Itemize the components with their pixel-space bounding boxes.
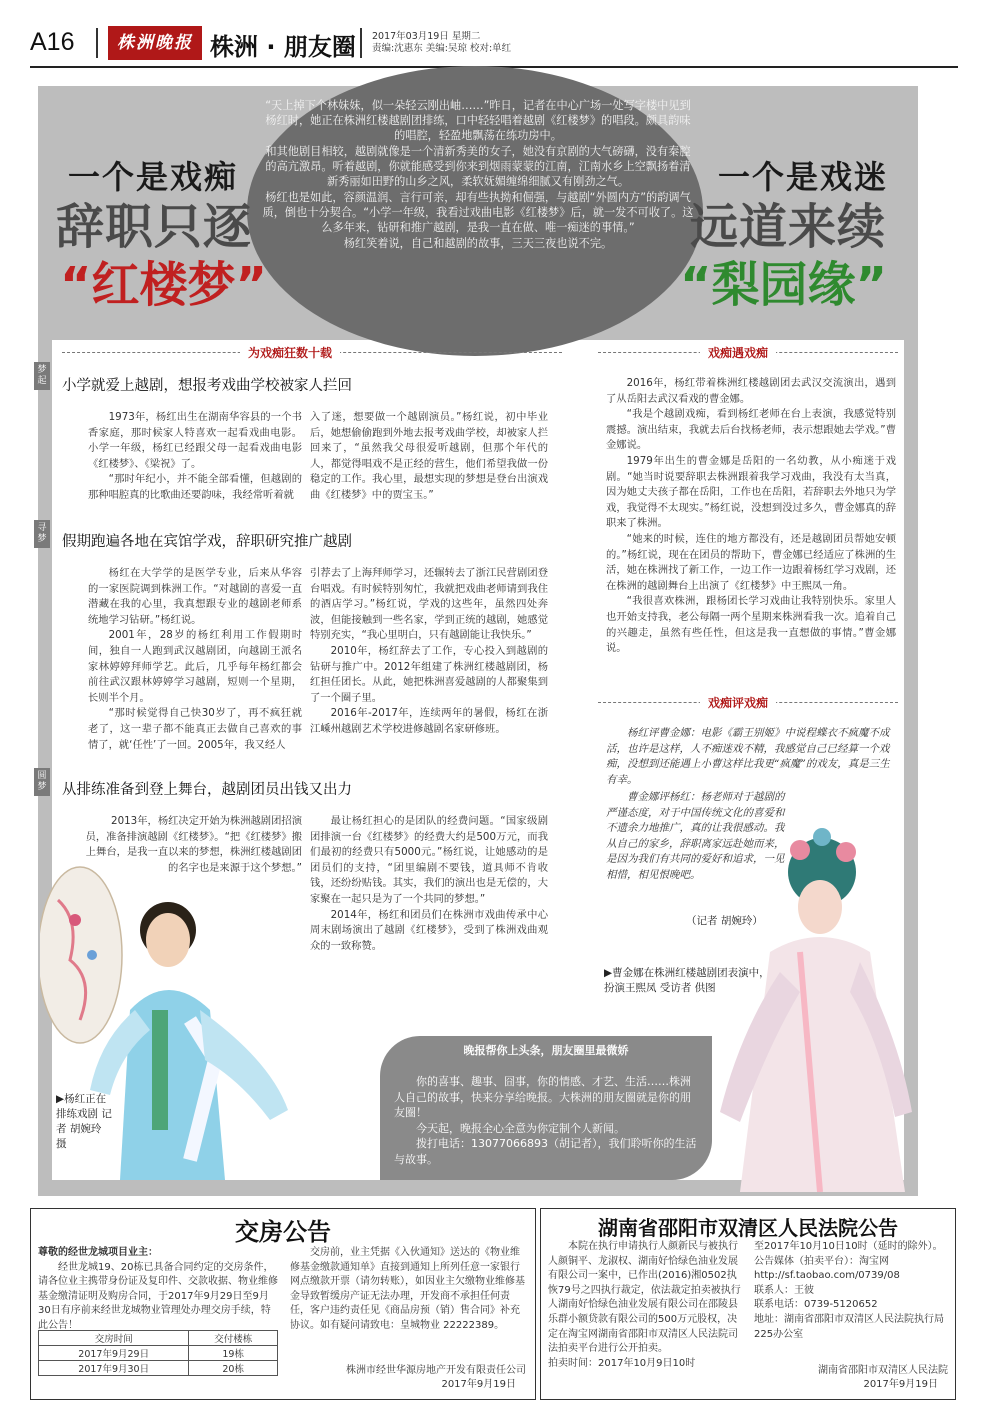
intro-text [262,98,694,252]
para: 曹金娜评杨红：杨老师对于越剧的严谨态度，对于中国传统文化的喜爱和不遗余力地推广，真的让我很感动。我从自己的家乡，辞职离家远赴她而来，是因为我们有共同的爱好和追求，一见相惜，相见恨晚吧。 [606,791,785,881]
notice-handover-col2 [290,1246,526,1334]
sub3-column-2 [310,814,548,954]
para: “她来的时候，连住的地方都没有，还是越剧团员帮她安顿的。”杨红说，现在在团员的帮助下，曹金娜已经适应了株洲的生活，她在株洲找了新工作，一边工作一边跟着杨红学习戏剧，还在株洲的越剧舞台上出演了《红楼梦》中王熙凤一角。 [606,532,896,592]
sub1-column-1 [88,410,302,504]
para: 杨红评曹金娜：电影《霸王别姬》中说程蝶衣不疯魔不成活，也许是这样，人不痴迷戏不精，我感觉自己已经算一个戏痴，没想到还能遇上小曹这样比我更“疯魔”的戏友，真是三生有幸。 [606,727,890,786]
left-photo-caption: ▶杨红正在排练戏剧 记者 胡婉玲 摄 [56,1093,112,1150]
issue-date: 2017年03月19日 星期二 [372,31,481,42]
subheadline-2: 假期跑遍各地在宾馆学戏，辞职研究推广越剧 [62,534,352,550]
editors-line: 责编:沈惠东 美编:吴琼 校对:单红 [372,43,512,54]
headline-left-red: “红楼梦” [60,257,268,313]
table-header: 交房时间 [39,1331,189,1346]
intro-para-4: 杨红笑着说，自己和越剧的故事，三天三夜也说不完。 [343,237,613,250]
para: 你的喜事、趣事、囧事，你的情感、才艺、生活……株洲人自己的故事，快来分享给晚报。大株洲的朋友圈就是你的朋友圈！ [394,1075,691,1119]
address: 地址：湖南省邵阳市双清区人民法院执行局225办公室 [754,1313,944,1340]
para: 引荐去了上海拜师学习，还辗转去了浙江民营剧团登台唱戏。有时候特别匆忙，我就把戏曲老师请到我住的酒店学习。”杨红说，学戏的这些年，虽然四处奔波，但能接触到一些名家，学到正统的越剧，她感觉特别充实，“我心里明白，只有越剧能让我快乐。” [310,567,548,642]
para: “我很喜欢株洲，跟杨团长学习戏曲让我特别快乐。家里人也开始支持我，老公每隔一两个星期来株洲看我一次。追着自己的兴趣走，虽然有些任性，但这是我一直想做的事情。”曹金娜说。 [606,595,896,655]
photo-cao-jinna [700,812,915,1192]
masthead-divider-2 [360,28,362,58]
notice-handover-title: 交房公告 [235,1218,331,1246]
para: 至2017年10月10日10时（延时的除外）。 [754,1241,943,1252]
section-title-left: 为戏痴狂数十载 [240,344,340,361]
intro-para-3: 杨红也是如此，容颜温润、言行可亲，却有些执拗和倔强，与越剧“外圆内方”的韵调气质，倒也十分契合。“小学一年级，我看过戏曲电影《红楼梦》后，就一发不可收了。这么多年来，钻研和推广越剧，是我一直在做、唯一痴迷的事情。” [262,191,694,234]
sub1-column-2 [310,410,548,504]
notice-court-signature: 湖南省邵阳市双清区人民法院 [818,1365,948,1376]
para: 2016年，杨红带着株洲红楼越剧团去武汉交流演出，遇到了从岳阳去武汉看戏的曹金娜。 [606,377,896,405]
para: 2010年，杨红辞去了工作，专心投入到越剧的钻研与推广中。2012年组建了株洲红楼越剧团，杨红担任团长。从此，她把株洲喜爱越剧的人都聚集到了一个圈子里。 [310,644,548,704]
tip-title: 晚报帮你上头条，朋友圈里最微娇 [463,1044,629,1057]
section-name: 株洲 · 朋友圈 [210,33,356,61]
para: “我是个越剧戏痴，看到杨红老师在台上表演，我感觉特别震撼。演出结束，我就去后台找杨老师，表示想跟她去学戏。”曹金娜说。 [606,408,896,452]
sub2-column-2 [310,566,548,738]
tag-fulfil-dream: 圆梦 [34,768,50,796]
notice-court-col2 [754,1240,948,1342]
headline-right-big: 远道来续 [690,199,887,255]
headline-right-green: “梨园缘” [680,257,888,313]
section-title-right-2: 戏痴评戏痴 [700,694,776,711]
para: 1979年出生的曹金娜是岳阳的一名幼教，从小痴迷于戏剧。“她当时说要辞职去株洲跟着我学习戏曲，我没有太当真，因为她丈夫孩子都在岳阳，工作也在岳阳，若辞职去外地只为学戏，我觉得不太现实。”杨红说，没想到没过多久，曹金娜真的辞职来了株洲。 [606,454,896,530]
headline-left-big: 辞职只逐 [56,199,253,255]
subheadline-3: 从排练准备到登上舞台，越剧团员出钱又出力 [62,782,352,798]
tip-body [394,1074,699,1167]
contact: 联系人：王彼 [754,1284,814,1296]
reporter-credit: （记者 胡婉玲） [686,915,763,927]
platform: 公告媒体（拍卖平台）：淘宝网 http://sf.taobao.com/0739/08 [754,1255,900,1282]
sub2-column-1 [88,566,302,753]
greeting: 尊敬的经世龙城项目业主： [38,1247,158,1258]
para: 入了迷，想要做一个越剧演员。”杨红说，初中毕业后，她想偷偷跑到外地去报考戏曲学校，却被家人拦回来了，“虽然我父母很爱听越剧，但那个年代的人，都觉得唱戏不是正经的营生，他们希望我做一份稳定的工作。我心里，最想实现的梦想是登台出演戏曲《红楼梦》中的贾宝玉。” [310,411,548,501]
table-row [39,1361,278,1376]
table-cell: 2017年9月29日 [39,1346,189,1361]
newspaper-logo: 株洲晚报 [108,26,202,60]
table-row [39,1346,278,1361]
para: 交房前，业主凭据《入伙通知》送达的《物业维修基金缴款通知单》直接到通知上所列任意一家银行网点缴款开票（请勿转账），如因业主欠缴物业维修基金导致暂缓房产证无法办理，开发商不承担任何责任，客户违约责任见《商品房预（销）售合同》补充协议。如有疑问请致电：皇城物业 22222389。 [290,1247,525,1331]
para: 2014年，杨红和团员们在株洲市戏曲传承中心周末剧场演出了越剧《红楼梦》，受到了株洲戏曲观众的一致称赞。 [310,908,548,952]
notice-court-title: 湖南省邵阳市双清区人民法院公告 [598,1216,898,1240]
masthead-divider [96,28,98,58]
headline-left-small: 一个是戏痴 [68,158,239,196]
table-header-row [39,1331,278,1346]
handover-schedule-table [38,1330,278,1376]
para: “那时候觉得自己快30岁了，再不疯狂就老了，这一辈子都不能真正去做自己喜欢的事情了，就‘任性’了一回。2005年，我又经人 [88,707,302,751]
para: 1973年，杨红出生在湖南华容县的一个书香家庭，那时候家人特喜欢一起看戏曲电影。小学一年级，杨红已经跟父母一起看戏曲电影《红楼梦》、《梁祝》了。 [88,411,302,470]
para: 2016年-2017年，连续两年的暑假，杨红在浙江嵊州越剧艺术学校进修越剧名家研修班。 [310,707,548,735]
phone: 联系电话：0739-5120652 [754,1299,878,1311]
para: 杨红在大学学的是医学专业，后来从华容的一家医院调到株洲工作。“对越剧的喜爱一直潜藏在我的心里，我真想跟专业的越剧老师系统地学习钻研。”杨红说。 [88,567,302,626]
para: 拨打电话：13077066893（胡记者），我们聆听你的生活与故事。 [394,1137,697,1166]
para: 最让杨红担心的是团队的经费问题。“国家级剧团排演一台《红楼梦》的经费大约是500万元，而我们最初的经费只有5000元。”杨红说，让她感动的是团员们的支持，“团里编剧不要钱，道具师不肯收钱，还纷纷贴钱。其实，我们的演出也是无偿的，大家聚在一起只是为了一个共同的梦想。” [310,815,548,905]
table-cell: 2017年9月30日 [39,1361,189,1376]
para: 经世龙城19、20栋已具备合同约定的交房条件，请各位业主携带身份证及复印件、交款收据、物业维修基金缴清证明及购房合同，于2017年9月29日至9月30日有序前来经世龙城物业管理处办理交房手续，特此公告！ [38,1261,278,1331]
tag-seek-dream: 寻梦 [34,520,50,548]
table-header: 交付楼栋 [189,1331,278,1346]
para: 2001年，28岁的杨红利用工作假期时间，独自一人跑到武汉越剧团，向越剧王派名家林婷婷拜师学艺。此后，几乎每年杨红都会前往武汉跟林婷婷学习越剧，短则一个星期，长则半个月。 [88,629,302,704]
para: “那时年纪小，并不能全部看懂，但越剧的那种唱腔真的比歌曲还要韵味，我经常听着就 [88,473,302,501]
review-yang [606,726,896,788]
right-story [606,376,896,657]
auction-time: 拍卖时间：2017年10月9日10时 [548,1357,696,1369]
notice-court-col1 [548,1240,746,1371]
para: 2013年，杨红决定开始为株洲越剧团招演员，准备排演越剧《红楼梦》。“把《红楼梦》搬上舞台，是我一直以来的梦想，株洲红楼越剧团的名字也是来源于这个梦想。” [85,815,302,874]
notice-court-date: 2017年9月19日 [863,1379,938,1390]
notice-handover-date: 2017年9月19日 [441,1379,516,1390]
intro-para-2: 和其他剧目相较，越剧就像是一个清新秀美的女子，她没有京剧的大气磅礴，没有秦腔的高亢激昂。听着越剧，你就能感受到你来到烟雨蒙蒙的江南，江南水乡上空飘扬着清新秀丽如田野的山乡之风，柔软妩媚缠绵细腻又有刚劲之气。 [265,145,691,188]
subheadline-1: 小学就爱上越剧，想报考戏曲学校被家人拦回 [62,378,352,394]
page-number: A16 [30,28,75,56]
intro-para-1: “天上掉下个林妹妹，似一朵轻云刚出岫……”昨日，记者在中心广场一处写字楼中见到杨红时，她正在株洲红楼越剧团排练，口中轻轻唱着越剧《红楼梦》的唱段。颇具韵味的唱腔，轻盈地飘荡在练功房中。 [265,99,691,142]
section-title-right-1: 戏痴遇戏痴 [700,344,776,361]
para: 本院在执行申请执行人颜新民与被执行人颜铜平、龙淑权、湖南好恰绿色油业发展有限公司一案中，已作出(2016)湘0502执恢79号之四执行裁定，依法裁定拍卖被执行人湖南好恰绿色油业发展有限公司在邵陵县乐群小额贷款有限公司的500万元股权，决定在淘宝网湖南省邵阳市双清区人民法院司法拍卖平台进行公开拍卖。 [548,1241,741,1355]
table-cell: 20栋 [189,1361,278,1376]
headline-right-small: 一个是戏迷 [718,158,889,196]
tag-dream-start: 梦起 [34,362,50,390]
notice-handover-signature: 株洲市经世华源房地产开发有限责任公司 [346,1365,526,1376]
para: 今天起，晚报全心全意为你定制个人新闻。 [416,1121,625,1135]
right-photo-caption: ▶曹金娜在株洲红楼越剧团表演中，扮演王熙凤 受访者 供图 [604,967,770,994]
table-cell: 19栋 [189,1346,278,1361]
notice-handover-col1 [38,1246,278,1334]
